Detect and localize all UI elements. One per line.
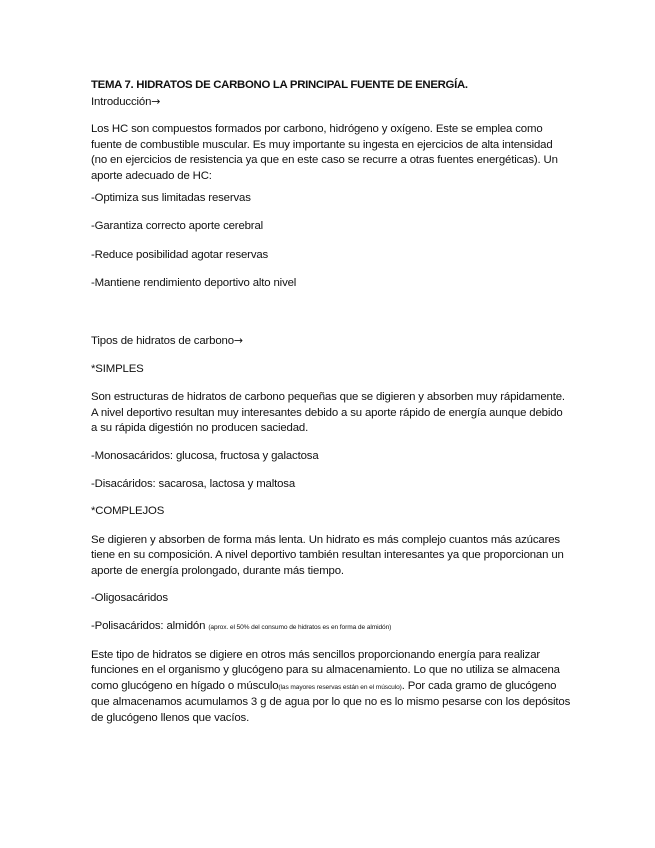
oligosacaridos-item: -Oligosacáridos [91,592,168,605]
intro-heading [91,94,571,111]
final-paragraph [91,648,571,727]
types-heading [91,333,571,350]
simples-paragraph: Son estructuras de hidratos de carbono pequeñas que se digieren y absorben muy rápidamente. A nivel deportivo resultan muy interesantes debido a su aporte rápido de energía aunque debido a su rápida digestión no producen saciedad. [91,391,565,435]
disacaridos-item: -Disacáridos: sacarosa, lactosa y maltosa [91,477,296,490]
monosacaridos-item: -Monosacáridos: glucosa, fructosa y galactosa [91,449,319,462]
polisacaridos-item [91,619,571,636]
intro-paragraph: Los HC son compuestos formados por carbono, hidrógeno y oxígeno. Este se emplea como fuente de combustible muscular. Es muy importante su ingesta en ejercicios de alta intensidad (no en ejercicios de resistencia ya que en este caso se recurre a otras fuentes energéticas). Un aporte adecuado de HC: [91,123,558,182]
final-paragraph-part2: . Por cada gramo de glucógeno que almacenamos acumulamos 3 g de agua por lo que no es lo mismo pesarse con los depósitos de glucógeno llenos que vacíos. [91,679,571,725]
benefit-item-2: -Garantiza correcto aporte cerebral [91,220,264,233]
right-arrow-icon: → [233,333,243,347]
intro-heading-label: Introducción [91,95,152,108]
benefit-item-4: -Mantiene rendimiento deportivo alto nivel [91,277,297,290]
complejos-heading: *COMPLEJOS [91,505,165,518]
document-page [91,78,571,727]
polisacaridos-label: -Polisacáridos: almidón [91,620,209,633]
final-paragraph-part1: Este tipo de hidratos se digiere en otros más sencillos proporcionando energía para realizar funciones en el organismo y glucógeno para su almacenamiento. Lo que no utiliza se almacena como glucógeno en hígado o músculo [91,648,560,692]
benefit-item-1: -Optimiza sus limitadas reservas [91,191,251,204]
polisacaridos-note: (aprox. el 50% del consumo de hidratos es en forma de almidón) [208,624,392,632]
simples-heading: *SIMPLES [91,362,144,375]
benefit-item-3: -Reduce posibilidad agotar reservas [91,248,269,261]
right-arrow-icon: → [151,94,161,108]
types-heading-label: Tipos de hidratos de carbono [91,334,234,347]
final-paragraph-note: (las mayores reservas están en el músculo) [278,683,402,691]
document-title: TEMA 7. HIDRATOS DE CARBONO LA PRINCIPAL FUENTE DE ENERGÍA. [91,79,468,91]
complejos-paragraph: Se digieren y absorben de forma más lenta. Un hidrato es más complejo cuantos más azúcares tiene en su composición. A nivel deportivo también resultan interesantes ya que proporcionan un aporte de energía prolongado, durante más tiempo. [91,533,564,577]
